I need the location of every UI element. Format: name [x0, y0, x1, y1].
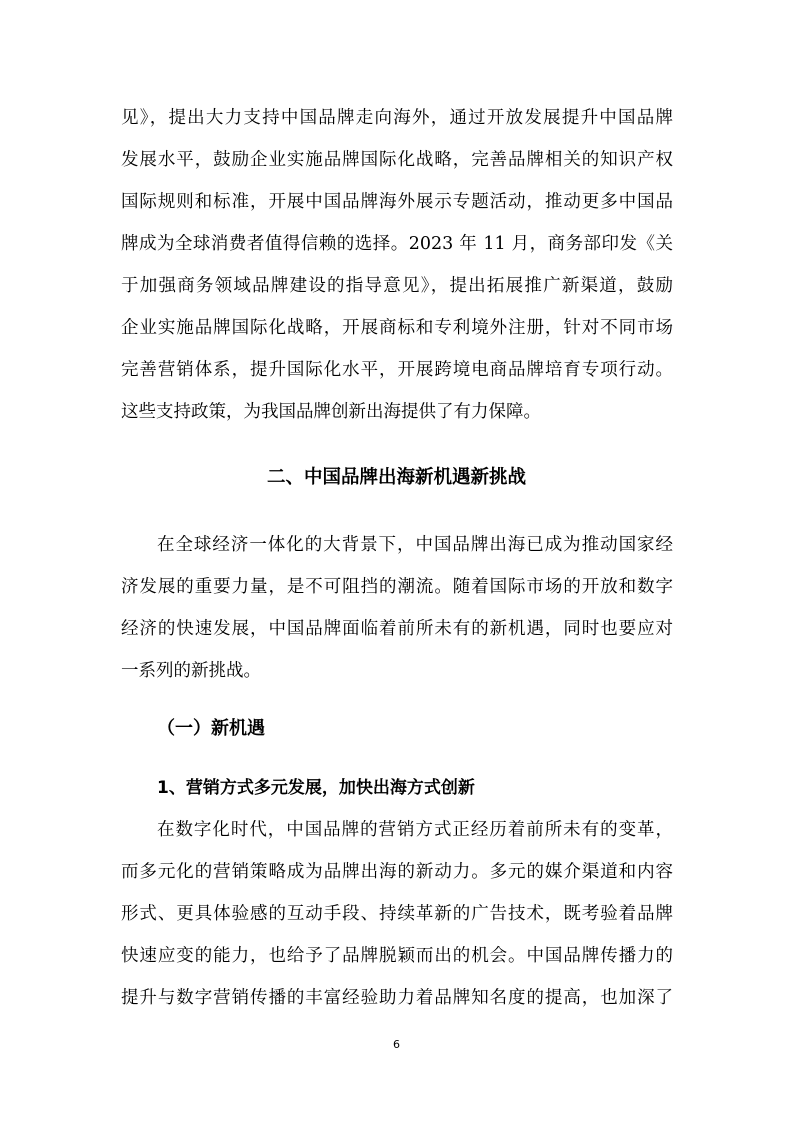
text-line: 而多元化的营销策略成为品牌出海的新动力。多元的媒介渠道和内容	[121, 862, 673, 882]
text-line: 在全球经济一体化的大背景下，中国品牌出海已成为推动国家经	[157, 535, 673, 555]
text-line: 企业实施品牌国际化战略，开展商标和专利境外注册，针对不同市场	[121, 318, 673, 338]
text-line: 经济的快速发展，中国品牌面临着前所未有的新机遇，同时也要应对	[121, 619, 673, 639]
text-line: 牌成为全球消费者值得信赖的选择。2023 年 11 月，商务部印发《关	[121, 234, 673, 254]
text-line: 于加强商务领域品牌建设的指导意见》，提出拓展推广新渠道，鼓励	[121, 276, 673, 296]
minor-heading: 1、营销方式多元发展，加快出海方式创新	[157, 778, 475, 798]
text-line: 快速应变的能力，也给予了品牌脱颖而出的机会。中国品牌传播力的	[121, 946, 673, 966]
page-number: 6	[393, 1038, 400, 1051]
text-line: 形式、更具体验感的互动手段、持续革新的广告技术，既考验着品牌	[121, 904, 673, 924]
subsection-heading: （一）新机遇	[157, 718, 265, 739]
text-line: 国际规则和标准，开展中国品牌海外展示专题活动，推动更多中国品	[121, 192, 673, 212]
section-heading: 二、中国品牌出海新机遇新挑战	[266, 467, 526, 488]
text-line: 济发展的重要力量，是不可阻挡的潮流。随着国际市场的开放和数字	[121, 577, 673, 597]
text-line: 提升与数字营销传播的丰富经验助力着品牌知名度的提高，也加深了	[121, 988, 673, 1008]
text-line: 在数字化时代，中国品牌的营销方式正经历着前所未有的变革，	[157, 820, 673, 840]
text-line: 这些支持政策，为我国品牌创新出海提供了有力保障。	[121, 402, 541, 422]
text-line: 见》，提出大力支持中国品牌走向海外，通过开放发展提升中国品牌	[121, 108, 673, 128]
text-line: 发展水平，鼓励企业实施品牌国际化战略，完善品牌相关的知识产权	[121, 150, 673, 170]
text-line: 一系列的新挑战。	[121, 661, 261, 681]
text-line: 完善营销体系，提升国际化水平，开展跨境电商品牌培育专项行动。	[121, 360, 673, 380]
